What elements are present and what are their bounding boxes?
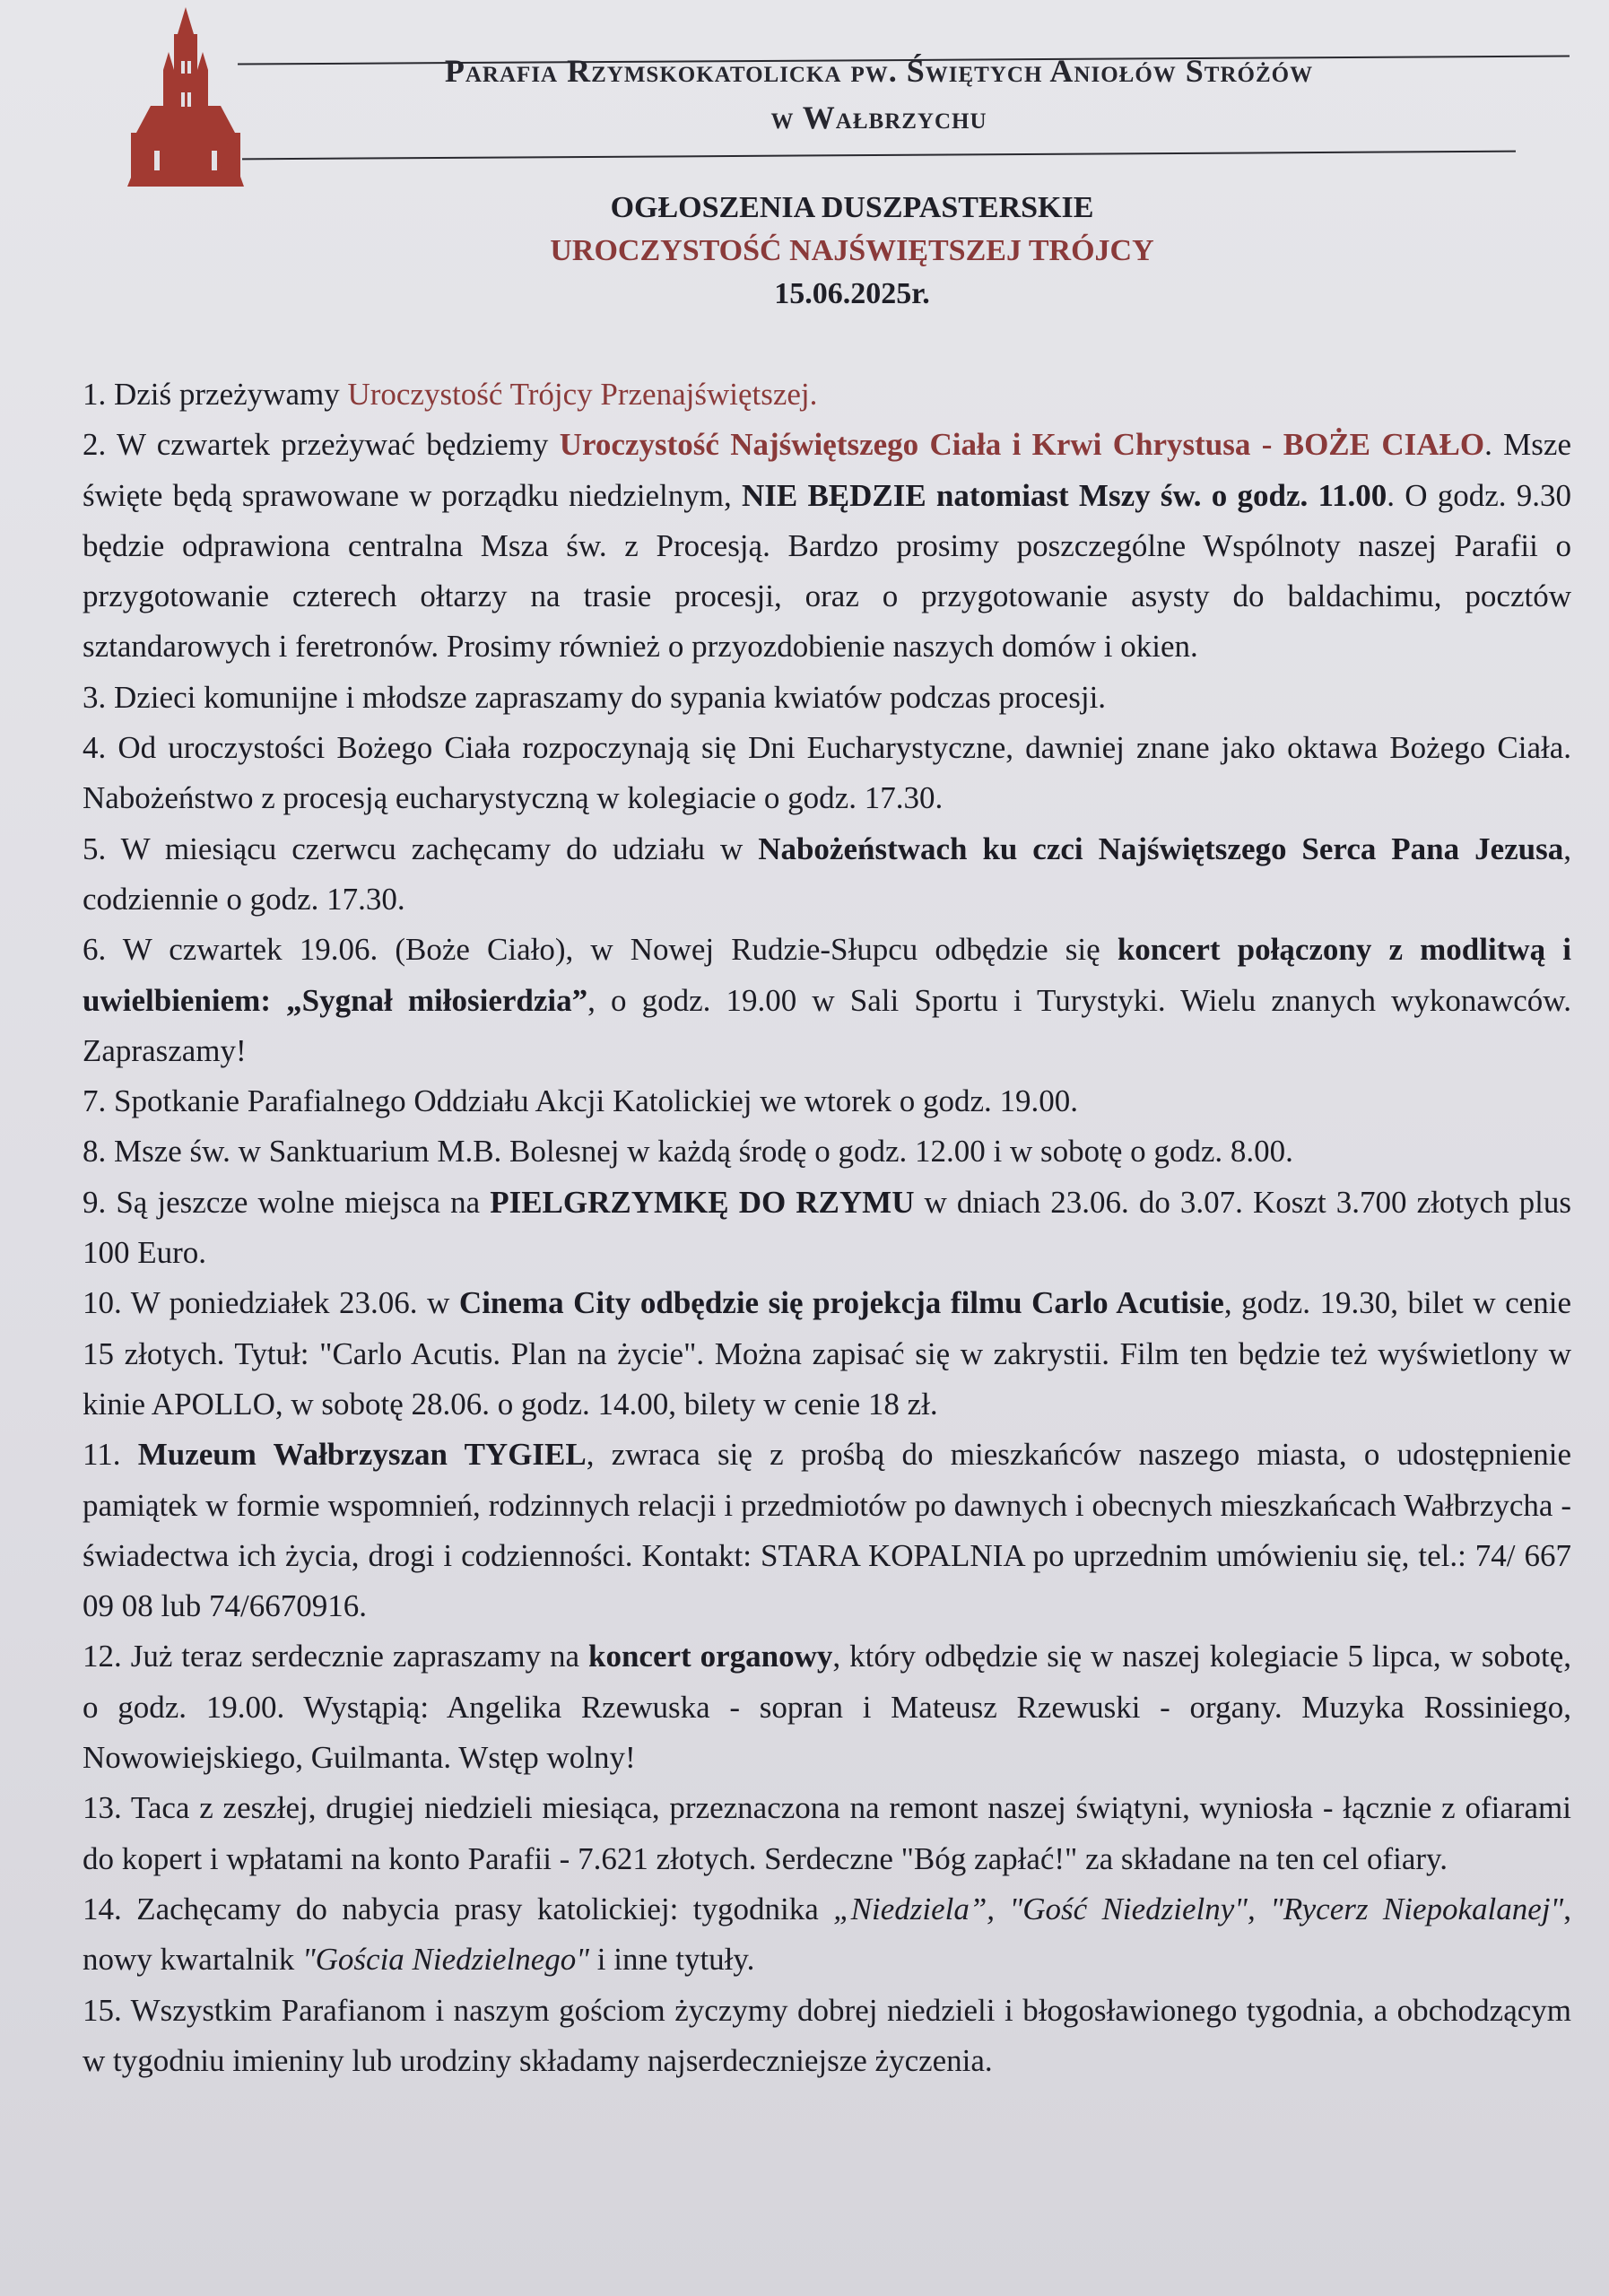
announcement-date: 15.06.2025r. <box>774 277 930 310</box>
announcement-item-10: 10. W poniedziałek 23.06. w Cinema City odbędzie się projekcja filmu Carlo Acutisie, godz. 19.30, bilet w cenie 15 złotych. Tytuł: "Carlo Acutis. Plan na życie". Można zapisać się w zakrystii. Film ten będzie też wyświetlony w kinie APOLLO, w sobotę 28.06. o godz. 14.00, bilety w cenie 18 zł. <box>83 1285 1571 1422</box>
parish-city: w Wałbrzychu <box>770 100 987 135</box>
announcement-item-11: 11. Muzeum Wałbrzyszan TYGIEL, zwraca się z prośbą do mieszkańców naszego miasta, o udostępnienie pamiątek w formie wspomnień, rodzinnych relacji i przedmiotów po dawnych i obecnych mieszkańcach Wałbrzycha - świadectwa ich życia, drogi i codzienności. Kontakt: STARA KOPALNIA po uprzednim umówieniu się, tel.: 74/ 667 09 08 lub 74/6670916. <box>83 1437 1571 1624</box>
title-block <box>269 187 1435 316</box>
announcement-item-15: 15. Wszystkim Parafianom i naszym gościom życzymy dobrej niedzieli i błogosławionego tygodnia, a obchodzącym w tygodniu imieniny lub urodziny składamy najserdeczniejsze życzenia. <box>83 1992 1571 2078</box>
page-title: OGŁOSZENIA DUSZPASTERSKIE <box>610 191 1094 224</box>
announcement-item-2: 2. W czwartek przeżywać będziemy Uroczystość Najświętszego Ciała i Krwi Chrystusa - BOŻE CIAŁO. Msze święte będą sprawowane w porządku niedzielnym, NIE BĘDZIE natomiast Mszy św. o godz. 11.00. O godz. 9.30 będzie odprawiona centralna Msza św. z Procesją. Bardzo prosimy poszczególne Wspólnoty naszej Parafii o przygotowanie czterech ołtarzy na trasie procesji, oraz o przygotowanie asysty do baldachimu, pocztów sztandarowych i feretronów. Prosimy również o przyozdobienie naszych domów i okien. <box>83 427 1571 665</box>
parish-name: Parafia Rzymskokatolicka pw. Świętych Aniołów Stróżów <box>444 53 1314 89</box>
announcements-list <box>83 370 1571 2086</box>
announcement-item-9: 9. Są jeszcze wolne miejsca na PIELGRZYMKĘ DO RZYMU w dniach 23.06. do 3.07. Koszt 3.700 złotych plus 100 Euro. <box>83 1184 1572 1271</box>
announcement-item-12: 12. Już teraz serdecznie zapraszamy na koncert organowy, który odbędzie się w naszej kolegiacie 5 lipca, w sobotę, o godz. 19.00. Wystąpią: Angelika Rzewuska - sopran i Mateusz Rzewuski - organy. Muzyka Rossiniego, Nowowiejskiego, Guilmanta. Wstęp wolny! <box>83 1639 1571 1776</box>
announcement-item-6: 6. W czwartek 19.06. (Boże Ciało), w Nowej Rudzie-Słupcu odbędzie się koncert połączony z modlitwą i uwielbieniem: „Sygnał miłosierdzia”, o godz. 19.00 w Sali Sportu i Turystyki. Wielu znanych wykonawców. Zapraszamy! <box>83 932 1571 1068</box>
announcement-item-7: 7. Spotkanie Parafialnego Oddziału Akcji Katolickiej we wtorek o godz. 19.00. <box>83 1083 1079 1119</box>
header-rule-bottom <box>242 151 1516 161</box>
announcement-item-4: 4. Od uroczystości Bożego Ciała rozpoczynają się Dni Eucharystyczne, dawniej znane jako oktawa Bożego Ciała. Nabożeństwo z procesją eucharystyczną w kolegiacie o godz. 17.30. <box>83 730 1571 816</box>
announcement-item-14: 14. Zachęcamy do nabycia prasy katolickiej: tygodnika „Niedziela”, "Gość Niedzielny", "Rycerz Niepokalanej", nowy kwartalnik "Gościa Niedzielnego" i inne tytuły. <box>83 1891 1571 1978</box>
church-silhouette-icon <box>127 7 244 187</box>
announcement-item-13: 13. Taca z zeszłej, drugiej niedzieli miesiąca, przeznaczona na remont naszej świątyni, wyniosła - łącznie z ofiarami do kopert i wpłatami na konto Parafii - 7.621 złotych. Serdeczne "Bóg zapłać!" za składane na ten cel ofiary. <box>83 1790 1571 1876</box>
announcement-item-5: 5. W miesiącu czerwcu zachęcamy do udziału w Nabożeństwach ku czci Najświętszego Serca Pana Jezusa, codziennie o godz. 17.30. <box>83 831 1571 917</box>
announcement-item-8: 8. Msze św. w Sanktuarium M.B. Bolesnej w każdą środę o godz. 12.00 i w sobotę o godz. 8.00. <box>83 1134 1293 1170</box>
announcement-item-3: 3. Dzieci komunijne i młodsze zapraszamy do sypania kwiatów podczas procesji. <box>83 679 1107 715</box>
feast-title: UROCZYSTOŚĆ NAJŚWIĘTSZEJ TRÓJCY <box>550 234 1154 267</box>
announcement-item-1: 1. Dziś przeżywamy Uroczystość Trójcy Przenajświętszej. <box>83 377 818 412</box>
